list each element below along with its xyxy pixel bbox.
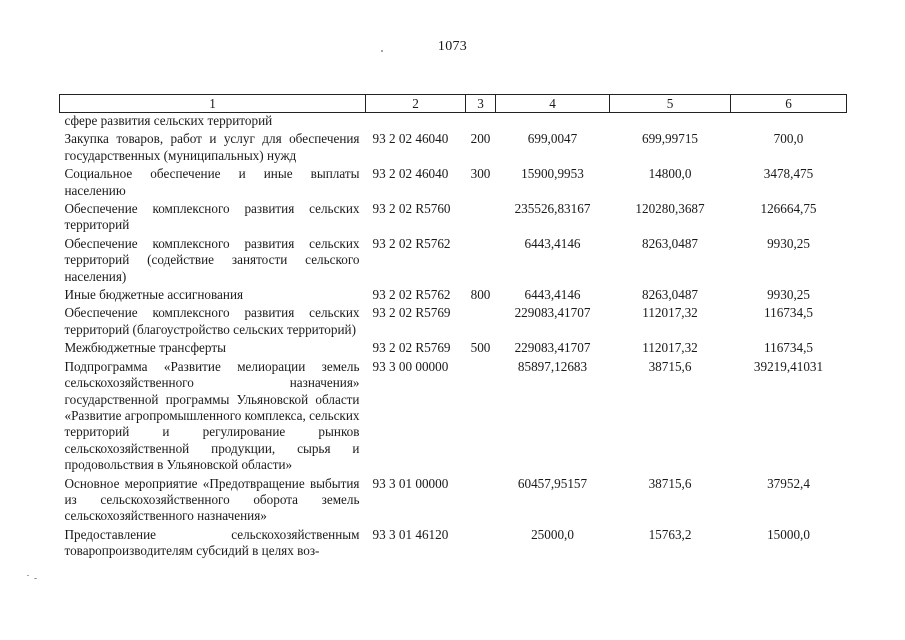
row-target-code bbox=[366, 113, 466, 132]
header-col-4: 4 bbox=[496, 95, 610, 113]
table-row bbox=[60, 476, 847, 527]
row-target-code: 93 2 02 46040 bbox=[372, 166, 449, 182]
page-number: 1073 bbox=[437, 39, 468, 54]
row-description: Подпрограмма «Развитие мелиорации земель сельскохозяйственного назначения» государственной программы Ульяновской области «Развитие агропромышленного комплекса, сельских территорий и регулирование рынков сельскохозяйственной продукции, сырья и продовольствия в Ульяновской области» bbox=[64, 358, 360, 473]
header-col-1: 1 bbox=[60, 95, 366, 113]
row-amount-col4: 229083,41707 bbox=[514, 340, 591, 356]
row-description: Обеспечение комплексного развития сельских территорий bbox=[64, 201, 360, 233]
row-expense-type bbox=[466, 201, 496, 236]
row-target-code: 93 2 02 R5769 bbox=[372, 305, 451, 321]
row-target-code: 93 2 02 R5760 bbox=[372, 201, 451, 217]
header-col-6: 6 bbox=[731, 95, 847, 113]
row-expense-type bbox=[466, 236, 496, 287]
row-amount-col4: 6443,4146 bbox=[524, 235, 581, 251]
row-expense-type bbox=[466, 113, 496, 132]
header-col-5: 5 bbox=[610, 95, 731, 113]
row-description: Обеспечение комплексного развития сельских территорий (содействие занятости сельского населения) bbox=[64, 235, 360, 284]
row-amount-col5: 14800,0 bbox=[648, 166, 692, 182]
table-row bbox=[60, 359, 847, 476]
row-expense-type: 500 bbox=[470, 340, 491, 356]
row-amount-col6: 116734,5 bbox=[764, 340, 813, 356]
row-amount-col5: 38715,6 bbox=[648, 358, 692, 374]
table-row bbox=[60, 113, 847, 132]
row-expense-type bbox=[466, 305, 496, 340]
table-row bbox=[60, 166, 847, 201]
row-amount-col4: 15900,9953 bbox=[521, 166, 584, 182]
row-expense-type: 300 bbox=[470, 166, 491, 182]
row-amount-col5: 112017,32 bbox=[642, 305, 698, 321]
row-description: Иные бюджетные ассигнования bbox=[64, 287, 244, 303]
row-amount-col5: 120280,3687 bbox=[635, 201, 705, 217]
row-target-code: 93 3 01 46120 bbox=[372, 526, 449, 542]
table-row bbox=[60, 201, 847, 236]
row-amount-col4: 60457,95157 bbox=[517, 475, 588, 491]
row-amount-col5: 15763,2 bbox=[648, 526, 692, 542]
row-description: Закупка товаров, работ и услуг для обеспечения государственных (муниципальных) нужд bbox=[64, 131, 360, 163]
row-expense-type bbox=[466, 359, 496, 476]
row-amount-col4: 6443,4146 bbox=[524, 287, 581, 303]
row-expense-type: 800 bbox=[470, 287, 491, 303]
row-amount-col5: 112017,32 bbox=[642, 340, 698, 356]
header-col-2: 2 bbox=[366, 95, 466, 113]
scan-speck bbox=[34, 578, 37, 579]
row-expense-type bbox=[466, 527, 496, 562]
row-amount-col5 bbox=[610, 113, 731, 132]
row-amount-col4: 229083,41707 bbox=[514, 305, 591, 321]
row-amount-col6: 37952,4 bbox=[767, 475, 810, 491]
row-amount-col4: 235526,83167 bbox=[514, 201, 591, 217]
row-expense-type bbox=[466, 476, 496, 527]
row-description: Социальное обеспечение и иные выплаты населению bbox=[64, 166, 360, 198]
row-amount-col6: 116734,5 bbox=[764, 305, 813, 321]
row-amount-col6: 700,0 bbox=[773, 131, 804, 147]
row-description: Основное мероприятие «Предотвращение выбытия из сельскохозяйственного оборота земель сельскохозяйственного назначения» bbox=[64, 475, 360, 524]
header-col-3: 3 bbox=[466, 95, 496, 113]
row-target-code: 93 3 01 00000 bbox=[372, 475, 449, 491]
scan-speck bbox=[27, 575, 29, 576]
row-amount-col4: 699,0047 bbox=[527, 131, 578, 147]
row-amount-col6 bbox=[731, 113, 847, 132]
table-row bbox=[60, 131, 847, 166]
budget-table bbox=[59, 94, 847, 562]
table-row bbox=[60, 287, 847, 305]
row-amount-col4: 25000,0 bbox=[531, 526, 574, 542]
row-amount-col6: 126664,75 bbox=[760, 201, 817, 217]
table-header-row bbox=[60, 95, 847, 113]
row-amount-col6: 15000,0 bbox=[767, 526, 810, 542]
table-row bbox=[60, 305, 847, 340]
row-target-code: 93 3 00 00000 bbox=[372, 358, 449, 374]
table-row bbox=[60, 527, 847, 562]
row-amount-col6: 3478,475 bbox=[763, 166, 814, 182]
row-description: Обеспечение комплексного развития сельских территорий (благоустройство сельских территорий) bbox=[64, 305, 360, 337]
row-description: сфере развития сельских территорий bbox=[64, 113, 273, 128]
table-row bbox=[60, 236, 847, 287]
row-expense-type: 200 bbox=[470, 131, 491, 147]
row-description: Предоставление сельскохозяйственным товаропроизводителям субсидий в целях воз- bbox=[64, 526, 360, 559]
row-amount-col5: 8263,0487 bbox=[641, 235, 699, 251]
row-target-code: 93 2 02 46040 bbox=[372, 131, 449, 147]
row-amount-col4: 85897,12683 bbox=[517, 358, 588, 374]
row-amount-col4 bbox=[496, 113, 610, 132]
row-target-code: 93 2 02 R5769 bbox=[372, 340, 451, 356]
scan-speck bbox=[381, 50, 383, 52]
row-target-code: 93 2 02 R5762 bbox=[372, 235, 451, 251]
row-description: Межбюджетные трансферты bbox=[64, 340, 226, 356]
table-row bbox=[60, 340, 847, 358]
row-amount-col5: 38715,6 bbox=[648, 475, 692, 491]
row-amount-col6: 9930,25 bbox=[767, 287, 810, 303]
row-amount-col5: 699,99715 bbox=[641, 131, 699, 147]
row-amount-col6: 39219,41031 bbox=[753, 358, 824, 374]
row-amount-col6: 9930,25 bbox=[767, 235, 810, 251]
row-amount-col5: 8263,0487 bbox=[641, 287, 699, 303]
row-target-code: 93 2 02 R5762 bbox=[372, 287, 451, 303]
